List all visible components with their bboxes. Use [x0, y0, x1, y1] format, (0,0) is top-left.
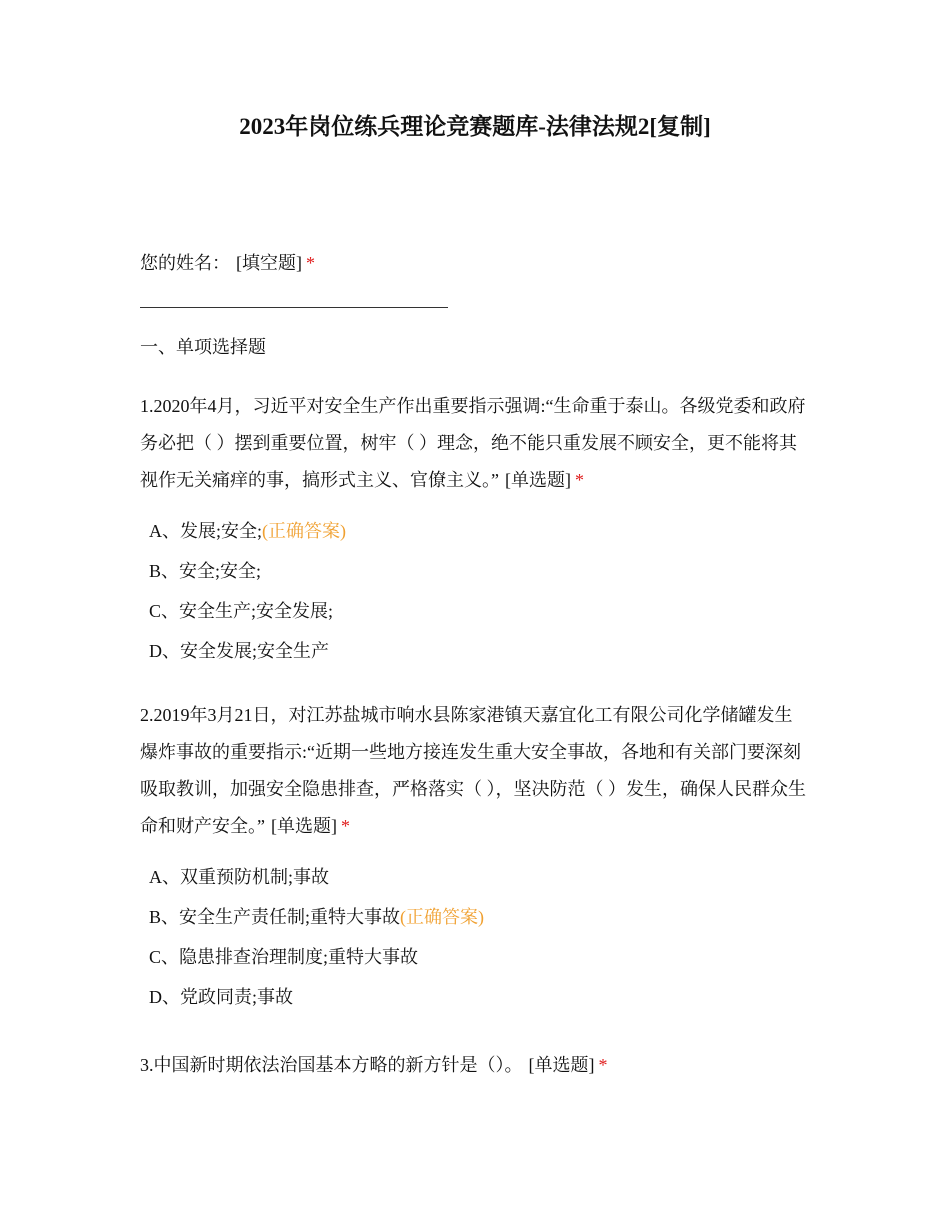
- option-d: [140, 977, 810, 1017]
- survey-content: [140, 248, 810, 1084]
- option-d: [140, 631, 810, 671]
- option-b: [140, 551, 810, 591]
- document-title: 2023年岗位练兵理论竞赛题库-法律法规2[复制]: [239, 114, 711, 139]
- option-text: B、安全;安全;: [149, 561, 262, 581]
- option-c: [140, 937, 810, 977]
- option-text: D、安全发展;安全生产: [149, 641, 329, 661]
- section-heading: 一、单项选择题: [140, 337, 266, 357]
- option-text: A、发展;安全;: [149, 521, 263, 541]
- option-a: [140, 511, 810, 551]
- option-c: [140, 591, 810, 631]
- question-3: [140, 1047, 810, 1084]
- option-text: C、安全生产;安全发展;: [149, 601, 334, 621]
- question-text: 1.2020年4月，习近平对安全生产作出重要指示强调:“生命重于泰山。各级党委和政府务必把（ ）摆到重要位置，树牢（ ）理念，绝不能只重发展不顾安全，更不能将其视作无关痛痒的事，搞形式主义、官僚主义。”: [140, 396, 806, 490]
- question-text: 2.2019年3月21日，对江苏盐城市响水县陈家港镇天嘉宜化工有限公司化学储罐发生爆炸事故的重要指示:“近期一些地方接连发生重大安全事故，各地和有关部门要深刻吸取教训，加强安全隐患排查，严格落实（ ），坚决防范（ ）发生，确保人民群众生命和财产安全。”: [140, 705, 806, 836]
- question-stem: [140, 697, 810, 845]
- required-mark: *: [575, 470, 584, 490]
- question-type-tag: [填空题]: [236, 253, 302, 273]
- name-question-label: 您的姓名：: [140, 253, 230, 273]
- option-text: B、安全生产责任制;重特大事故: [149, 907, 401, 927]
- correct-answer-label: (正确答案): [262, 521, 347, 541]
- question-stem: [140, 388, 810, 499]
- question-text: 3.中国新时期依法治国基本方略的新方针是（）。: [140, 1055, 523, 1075]
- question-1: [140, 388, 810, 671]
- option-a: [140, 857, 810, 897]
- required-mark: *: [598, 1055, 608, 1075]
- option-b: [140, 897, 810, 937]
- option-text: A、双重预防机制;事故: [149, 867, 329, 887]
- question-stem: [140, 1047, 810, 1084]
- required-mark: *: [341, 816, 350, 836]
- option-text: D、党政同责;事故: [149, 987, 293, 1007]
- question-type-tag: [单选题]: [528, 1055, 595, 1075]
- question-type-tag: [单选题]: [505, 470, 571, 490]
- option-list: [140, 511, 810, 671]
- question-2: [140, 697, 810, 1017]
- option-list: [140, 857, 810, 1017]
- name-question: [140, 248, 810, 278]
- required-mark: *: [306, 253, 315, 273]
- question-type-tag: [单选题]: [271, 816, 337, 836]
- option-text: C、隐患排查治理制度;重特大事故: [149, 947, 419, 967]
- correct-answer-label: (正确答案): [400, 907, 485, 927]
- name-answer-blank: [140, 307, 448, 308]
